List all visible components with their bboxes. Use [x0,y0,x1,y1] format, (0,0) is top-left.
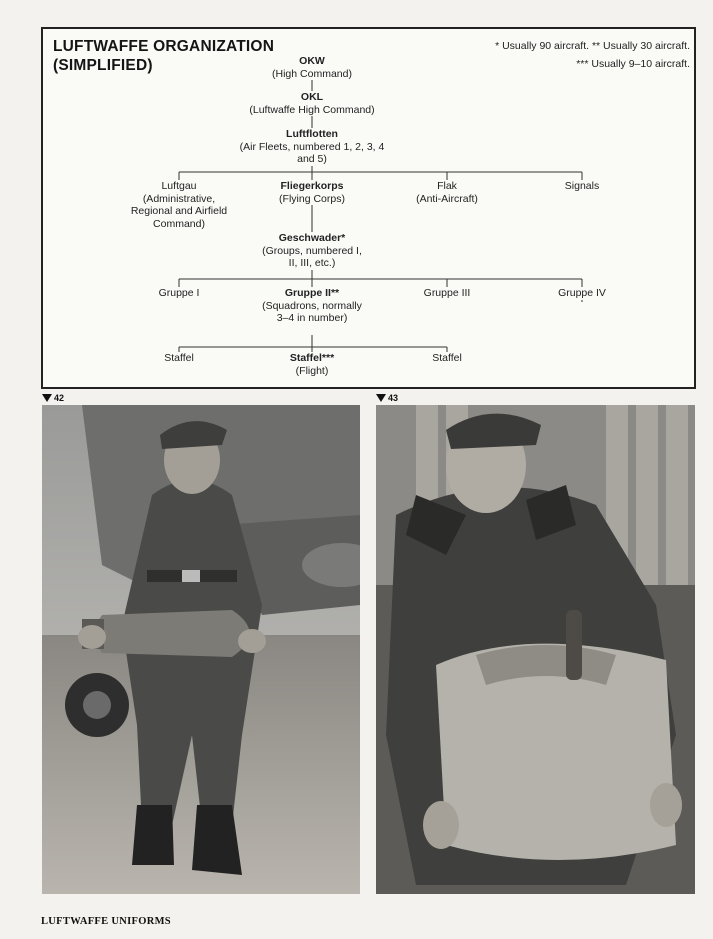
node-okl [249,91,374,116]
node-luftflotten-desc: (Air Fleets, numbered 1, 2, 3, 4 and 5) [239,140,385,165]
node-luftgau-desc: (Administrative, Regional and Airfield Command) [130,192,228,230]
node-staffel-right-name: Staffel [432,352,462,364]
node-geschwader [257,232,367,270]
node-luftflotten [237,128,387,166]
node-gruppe-ii-desc: (Squadrons, normally 3–4 in number) [262,299,362,324]
node-fliegerkorps-desc: (Flying Corps) [279,192,345,205]
photo-42-airman-with-bomb [42,405,360,894]
node-staffel-center [290,352,334,377]
node-gruppe-ii-name: Gruppe II** [284,287,340,299]
node-geschwader-desc: (Groups, numbered I, II, III, etc.) [262,244,362,269]
figure-42-label [42,393,64,403]
figure-43-number: 43 [388,393,399,403]
node-gruppe-i [159,287,200,300]
triangle-marker-icon [376,394,386,402]
triangle-marker-icon [42,394,52,402]
node-gruppe-iii-name: Gruppe III [423,287,471,299]
node-fliegerkorps [279,180,345,205]
node-gruppe-ii [262,287,362,325]
node-signals-name: Signals [564,180,600,192]
node-luftgau [123,180,235,230]
photo-42-image [42,405,360,894]
node-okl-desc: (Luftwaffe High Command) [249,103,375,116]
node-staffel-left [164,352,194,365]
node-okw [272,55,352,80]
node-staffel-left-name: Staffel [164,352,194,364]
figure-43-label [376,393,398,403]
node-geschwader-name: Geschwader* [278,232,346,244]
node-okl-name: OKL [300,91,324,103]
node-fliegerkorps-name: Fliegerkorps [280,180,344,192]
chart-title: LUFTWAFFE ORGANIZATION (SIMPLIFIED) [53,38,275,74]
footnote-aircraft-counts: * Usually 90 aircraft. ** Usually 30 aircraft. [495,40,690,52]
node-luftflotten-name: Luftflotten [286,128,338,140]
node-okw-name: OKW [299,55,325,67]
node-gruppe-iv [558,287,606,300]
node-gruppe-iv-name: Gruppe IV [558,287,606,299]
node-flak [416,180,478,205]
node-gruppe-iii [424,287,471,300]
node-staffel-center-desc: (Flight) [295,364,329,377]
footnote-staffel-count: *** Usually 9–10 aircraft. [576,58,690,70]
node-signals [565,180,599,193]
node-flak-desc: (Anti-Aircraft) [416,192,478,205]
photo-43-image [376,405,695,894]
node-okw-desc: (High Command) [272,67,352,80]
node-flak-name: Flak [437,180,457,192]
node-gruppe-i-name: Gruppe I [158,287,200,299]
page-footer-running-head: LUFTWAFFE UNIFORMS [41,916,171,927]
figure-42-number: 42 [54,393,65,403]
org-chart [41,27,696,389]
photo-43-airman-with-sack [376,405,695,894]
node-staffel-center-name: Staffel*** [289,352,335,364]
node-staffel-right [432,352,462,365]
node-luftgau-name: Luftgau [161,180,197,192]
